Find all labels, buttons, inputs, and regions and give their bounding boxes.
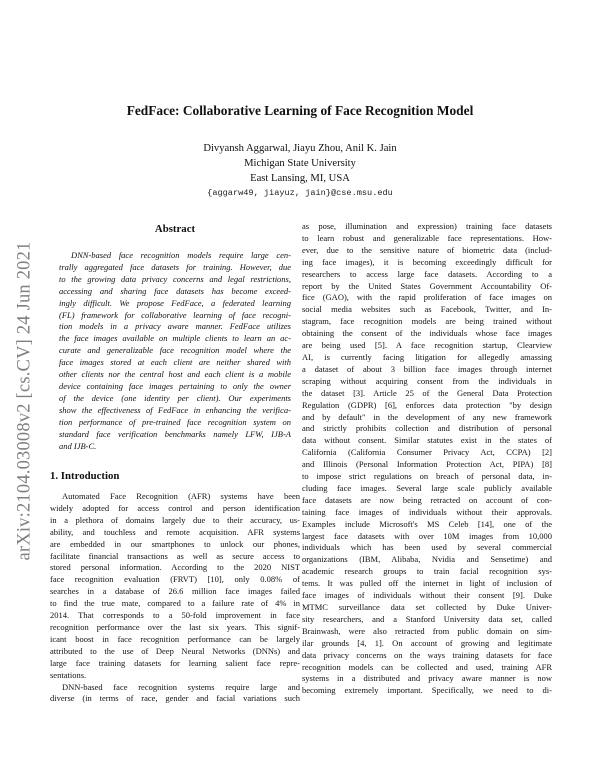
text-line: diverse (in terms of race, gender and facial variations such	[50, 693, 300, 704]
text-line: ingly difficult. We propose FedFace, a federated learning	[59, 297, 291, 308]
text-line: DNN-based face recognition systems require large and	[62, 681, 300, 692]
text-line: face datasets are now being retracted on account of con-	[302, 494, 552, 505]
text-line: Examples include Microsoft's MS Celeb [14], one of the	[302, 518, 552, 529]
abstract-body	[50, 250, 300, 452]
text-line: trally aggregated face datasets for training. However, due	[59, 261, 291, 272]
text-line: data privacy concerns on the ways training datasets for face	[302, 649, 552, 660]
text-line: ability, and touchless and remote acquisition. AFR systems	[50, 526, 300, 537]
affiliation: Michigan State University	[244, 158, 356, 169]
text-line: fice (GAO), with the rapid proliferation of face images on	[302, 292, 552, 303]
text-line: face recognition evaluation (FRVT) [10], only 0.08% of	[50, 574, 300, 585]
text-line: scraping without acquiring consent from the individuals in	[302, 375, 552, 386]
text-line: sity researchers, and a Stanford University data set, called	[302, 613, 552, 624]
abstract-heading: Abstract	[154, 223, 196, 235]
text-line: Regulation (GDPR) [6], enforces data protection "by design	[302, 399, 552, 410]
text-line: face images stored at each client are neither shared with	[59, 357, 291, 368]
text-line: largest face datasets with over 10M images from 10,000	[302, 530, 552, 541]
text-line: AI, is currently facing litigation for allegedly amassing	[302, 351, 552, 362]
text-line: icant boost in face recognition performance can be largely	[50, 633, 300, 644]
text-line: a dataset of about 3 billion face images through internet	[302, 363, 552, 374]
author-names: Divyansh Aggarwal, Jiayu Zhou, Anil K. Jain	[203, 143, 397, 154]
text-line: and IJB-C.	[59, 440, 97, 451]
text-line: ing face images), it is becoming exceedingly difficult for	[302, 256, 552, 267]
text-line: taining face images of individuals without their approvals.	[302, 506, 552, 517]
text-line: searches in a database of 26.6 million face images failed	[50, 586, 300, 597]
text-line: and by default" in the development of any new framework	[302, 411, 552, 422]
text-line: California (California Consumer Privacy Act, CCPA) [2]	[302, 447, 552, 458]
text-line: device containing face images pertaining to only the owner	[59, 380, 291, 391]
text-line: and Illinois (Personal Information Protection Act, PIPA) [8]	[302, 459, 552, 470]
paper-title: FedFace: Collaborative Learning of Face Recognition Model	[126, 103, 474, 118]
text-line: to impose strict regulations on breach of personal data, in-	[302, 471, 552, 482]
text-line: show the effectiveness of FedFace in enhancing the verifica-	[59, 404, 291, 415]
text-line: the face images available on multiple clients to learn an ac-	[59, 333, 291, 344]
text-line: MTMC surveillance data set collected by Duke Univer-	[302, 602, 552, 612]
text-line: other clients nor the central host and each client is a mobile	[59, 369, 291, 380]
text-line: data without consent. Similar statutes exist in the states of	[302, 435, 552, 446]
text-line: and strictly prohibits collection and distribution of personal	[302, 423, 552, 434]
arxiv-id-text: arXiv:2104.03008v2 [cs.CV] 24 Jun 2021	[14, 241, 35, 561]
text-line: ever, due to the sensitive nature of biometric data (includ-	[302, 244, 552, 255]
text-line: recognition models can be collected and used, training AFR	[302, 661, 552, 672]
text-line: standard face verification benchmarks namely LFW, IJB-A	[59, 428, 291, 439]
text-line: facilitate financial transactions as well as secure access to	[50, 550, 300, 561]
introduction-body	[50, 491, 300, 705]
text-line: 2014. That corresponds to a 50-fold improvement in face	[50, 610, 300, 621]
text-line: (FL) framework for collaborative learning of face recogni-	[59, 309, 291, 320]
text-line: tion performance of pre-trained face recognition system on	[59, 416, 291, 427]
text-line: face images of individuals without their consent [9]. Duke	[302, 590, 552, 601]
author-block	[0, 141, 600, 201]
text-line: organizations (IBM, Alibaba, Nvidia and Sensetime) and	[302, 554, 552, 565]
text-line: DNN-based face recognition models require large cen-	[71, 250, 291, 260]
introduction-heading: 1. Introduction	[50, 470, 120, 482]
text-line: are being used [5]. A face recognition startup, Clearview	[302, 340, 552, 351]
text-line: researchers to access large face datasets. According to a	[302, 268, 552, 279]
text-line: accessing and sharing face datasets has become exceed-	[59, 285, 291, 296]
text-line: Automated Face Recognition (AFR) systems have been	[62, 491, 300, 501]
text-line: stored personal information. According to the 2020 NIST	[50, 562, 300, 573]
text-line: attributed to the use of Deep Neural Networks (DNNs) and	[50, 645, 300, 656]
author-emails: {aggarw49, jiayuz, jain}@cse.msu.edu	[207, 188, 393, 198]
text-line: ilar grounds [4, 1]. On account of growing and legitimate	[302, 637, 552, 648]
text-line: to find the true mate, compared to a failure rate of 4% in	[50, 598, 300, 609]
text-line: widely adopted for access control and person identification	[50, 502, 300, 513]
text-line: report by the United States Government Accountability Of-	[302, 280, 552, 291]
text-line: tion models in a privacy aware manner. FedFace utilizes	[59, 321, 291, 332]
text-line: academic research groups to train facial recognition sys-	[302, 566, 552, 577]
text-line: recognition performance over the last six years. This signif-	[50, 621, 300, 632]
text-line: the dataset [3]. Article 25 of the General Data Protection	[302, 387, 552, 398]
right-column-body	[302, 221, 552, 697]
text-line: systems in a distributed and privacy aware manner is now	[302, 673, 552, 684]
text-line: large face training datasets for learning salient face repre-	[50, 657, 300, 668]
text-line: are embedded in our smartphones to unlock our phones,	[50, 538, 300, 549]
text-line: sentations.	[50, 669, 87, 680]
text-line: social media websites such as Facebook, Twitter, and In-	[302, 304, 552, 315]
location: East Lansing, MI, USA	[250, 173, 350, 184]
text-line: tems. It was pulled off the internet in light of inclusion of	[302, 578, 552, 589]
text-line: to learn robust and generalizable face representations. How-	[302, 232, 552, 243]
text-line: obtaining the consent of the individuals whose face images	[302, 328, 552, 339]
text-line: to the growing data privacy concerns and legal restrictions,	[59, 273, 291, 284]
arxiv-identifier-stamp	[4, 212, 46, 590]
text-line: cluding face images. Several large scale publicly available	[302, 482, 552, 493]
text-line: of the device (one identity per client). Our experiments	[59, 392, 291, 403]
text-line: as pose, illumination and expression) training face datasets	[302, 221, 552, 231]
text-line: Brainwash, were also retracted from public domain on sim-	[302, 625, 552, 636]
text-line: curate and generalizable face recognition model where the	[59, 345, 291, 356]
text-line: becoming extremely important. Specifically, we need to di-	[302, 685, 552, 696]
text-line: stagram, face recognition models are being trained without	[302, 316, 552, 327]
text-line: in a plethora of domains largely due to their accuracy, us-	[50, 514, 300, 525]
text-line: individuals which has been used by several commercial	[302, 542, 552, 553]
